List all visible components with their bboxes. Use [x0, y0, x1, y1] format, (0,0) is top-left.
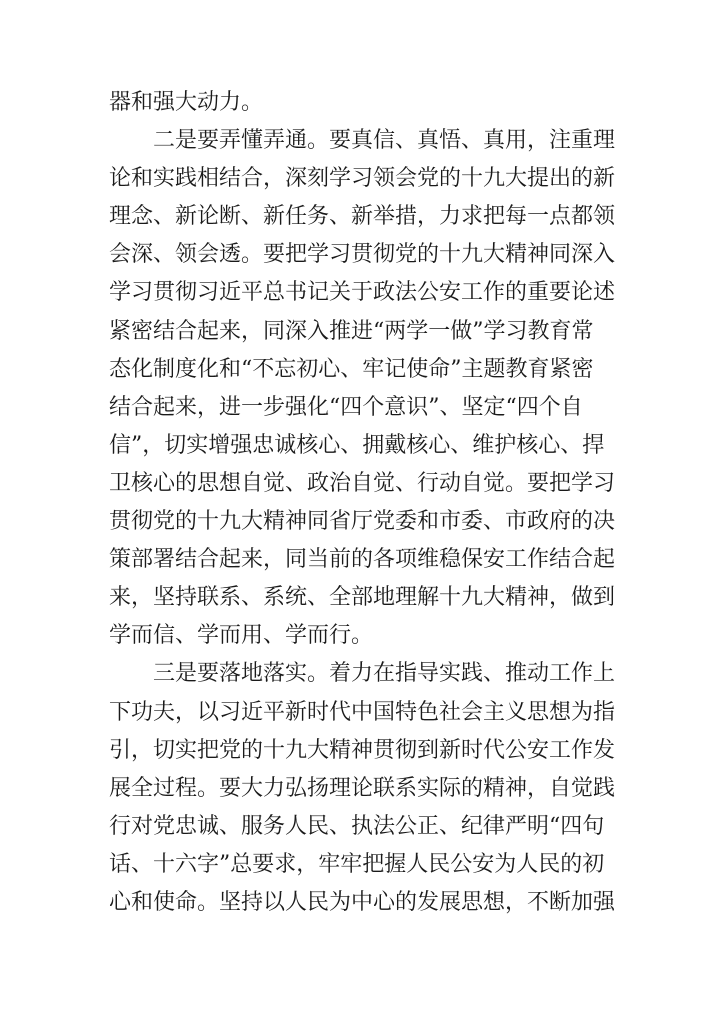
text-line: 贯彻党的十九大精神同省厅党委和市委、市政府的决: [109, 509, 616, 535]
text-line: 卫核心的思想自觉、政治自觉、行动自觉。要把学习: [109, 470, 616, 496]
text-line: 会深、领会透。要把学习贯彻党的十九大精神同深入: [109, 242, 616, 268]
paragraph-start-line: 三是要落地落实。着力在指导实践、推动工作上: [153, 661, 616, 687]
paragraph-start-line: 二是要弄懂弄通。要真信、真悟、真用，注重理: [153, 128, 616, 154]
text-line: 信”，切实增强忠诚核心、拥戴核心、维护核心、捍: [109, 432, 605, 458]
text-line: 态化制度化和“不忘初心、牢记使命”主题教育紧密: [109, 356, 594, 382]
text-line: 论和实践相结合，深刻学习领会党的十九大提出的新: [109, 166, 616, 192]
text-line: 展全过程。要大力弘扬理论联系实际的精神，自觉践: [109, 775, 616, 801]
text-line: 引，切实把党的十九大精神贯彻到新时代公安工作发: [109, 737, 616, 763]
text-line: 紧密结合起来，同深入推进“两学一做”学习教育常: [109, 318, 594, 344]
text-line: 行对党忠诚、服务人民、执法公正、纪律严明“四句: [109, 813, 605, 839]
text-line: 下功夫，以习近平新时代中国特色社会主义思想为指: [109, 699, 616, 725]
text-line: 结合起来，进一步强化“四个意识”、坚定“四个自: [109, 394, 583, 420]
text-line: 理念、新论断、新任务、新举措，力求把每一点都领: [109, 204, 616, 230]
document-body: [109, 84, 614, 922]
text-line: 话、十六字”总要求，牢牢把握人民公安为人民的初: [109, 851, 605, 877]
text-line: 策部署结合起来，同当前的各项维稳保安工作结合起: [109, 547, 616, 573]
text-line: 心和使命。坚持以人民为中心的发展思想，不断加强: [109, 889, 616, 915]
text-line: 学习贯彻习近平总书记关于政法公安工作的重要论述: [109, 280, 616, 306]
text-line: 学而信、学而用、学而行。: [109, 623, 374, 649]
text-line: 器和强大动力。: [109, 90, 264, 115]
text-line: 来，坚持联系、系统、全部地理解十九大精神，做到: [109, 585, 616, 611]
